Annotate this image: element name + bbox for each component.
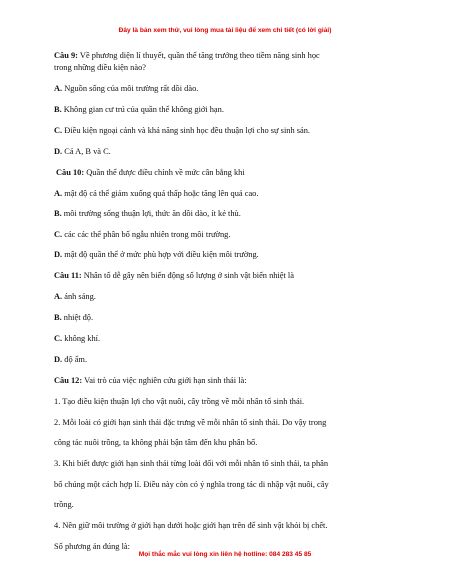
statement-4: 4. Nên giữ môi trường ở giới hạn dưới hoặc giới hạn trên để sinh vật khỏi bị chết.	[54, 521, 328, 530]
statement-3: 3. Khi biết được giới hạn sinh thái từng loài đối với mỗi nhân tố sinh thái, ta phân	[54, 459, 329, 468]
statement-3-end: trồng.	[54, 500, 74, 509]
question-label: Câu 10:	[56, 168, 85, 177]
option-a	[54, 188, 404, 200]
option-key: C.	[54, 229, 63, 239]
option-text: Cả A, B và C.	[62, 147, 111, 156]
option-key: C.	[54, 333, 63, 343]
option-c	[54, 333, 404, 345]
option-key: D.	[54, 354, 63, 364]
option-key: A.	[54, 188, 63, 198]
option-key: B.	[54, 105, 62, 114]
question-text: Quần thể được điều chỉnh về mức cân bằng khi	[84, 168, 245, 177]
preview-banner: Đây là bản xem thử, vui lòng mua tài liệu để xem chi tiết (có lời giải)	[118, 27, 332, 34]
document-body	[54, 50, 404, 553]
option-text: Điều kiện ngoại cảnh và khả năng sinh học đều thuận lợi cho sự sinh sản.	[62, 126, 310, 135]
option-key: A.	[54, 84, 63, 93]
option-text: nhiệt độ.	[61, 312, 94, 322]
question-9-stem-cont: trong những điều kiện nào?	[54, 63, 146, 72]
option-c	[54, 229, 404, 241]
option-a	[54, 83, 404, 95]
question-label: Câu 9:	[54, 51, 78, 60]
statement-1: 1. Tạo điều kiện thuận lợi cho vật nuôi, cây trồng về mỗi nhân tố sinh thái.	[54, 396, 305, 406]
option-text: Không gian cư trú của quần thể không giới hạn.	[61, 105, 224, 114]
option-d	[54, 249, 404, 261]
question-12-closing: Số phương án đúng là:	[54, 542, 130, 551]
option-text: Nguồn sống của môi trường rất dồi dào.	[62, 84, 199, 93]
option-text: mật độ quần thể ở mức phù hợp với điều kiện môi trường.	[62, 250, 259, 259]
hotline-banner: Mọi thắc mắc vui lòng xin liên hệ hotline: 084 283 45 85	[138, 551, 312, 558]
statement-3-cont: bố chúng một cách hợp lí. Điều này còn có ý nghĩa trong tác di nhập vật nuôi, cây	[54, 479, 329, 489]
option-key: B.	[54, 209, 62, 218]
question-text: Nhân tố dễ gây nên biến động số lượng ở sinh vật biến nhiệt là	[81, 270, 294, 280]
option-b	[54, 312, 404, 324]
question-10-stem	[54, 167, 404, 179]
option-text: ánh sáng.	[62, 291, 96, 301]
option-key: B.	[54, 312, 62, 322]
option-text: các các thể phân bố ngẫu nhiên trong môi trường.	[62, 229, 231, 239]
option-d	[54, 146, 404, 158]
option-d	[54, 354, 404, 366]
option-key: D.	[54, 250, 63, 259]
option-text: không khí.	[62, 333, 101, 343]
statement-2-cont: công tác nuôi trồng, ta không phải bận tâm đến khu phân bố.	[54, 438, 258, 447]
question-11-stem	[54, 270, 404, 282]
question-9-stem	[54, 50, 404, 62]
question-label: Câu 11:	[54, 270, 82, 280]
option-key: D.	[54, 147, 63, 156]
option-b	[54, 104, 404, 116]
option-text: mật độ cá thể giảm xuống quá thấp hoặc tăng lên quá cao.	[62, 188, 259, 198]
option-a	[54, 291, 404, 303]
question-label: Câu 12:	[54, 375, 83, 385]
option-b	[54, 208, 404, 220]
option-c	[54, 125, 404, 137]
option-key: A.	[54, 291, 63, 301]
question-text: Về phương diện lí thuyết, quần thể tăng trưởng theo tiềm năng sinh học	[77, 51, 320, 60]
statement-2: 2. Mỗi loài có giới hạn sinh thái đặc trưng về mỗi nhân tố sinh thái. Do vậy trong	[54, 417, 327, 427]
option-text: môi trường sống thuận lợi, thức ăn dồi dào, ít kẻ thù.	[61, 209, 241, 218]
question-12-stem	[54, 375, 404, 387]
option-key: C.	[54, 126, 63, 135]
question-text: Vai trò của việc nghiên cứu giới hạn sinh thái là:	[82, 375, 247, 385]
option-text: độ ẩm.	[62, 354, 88, 364]
